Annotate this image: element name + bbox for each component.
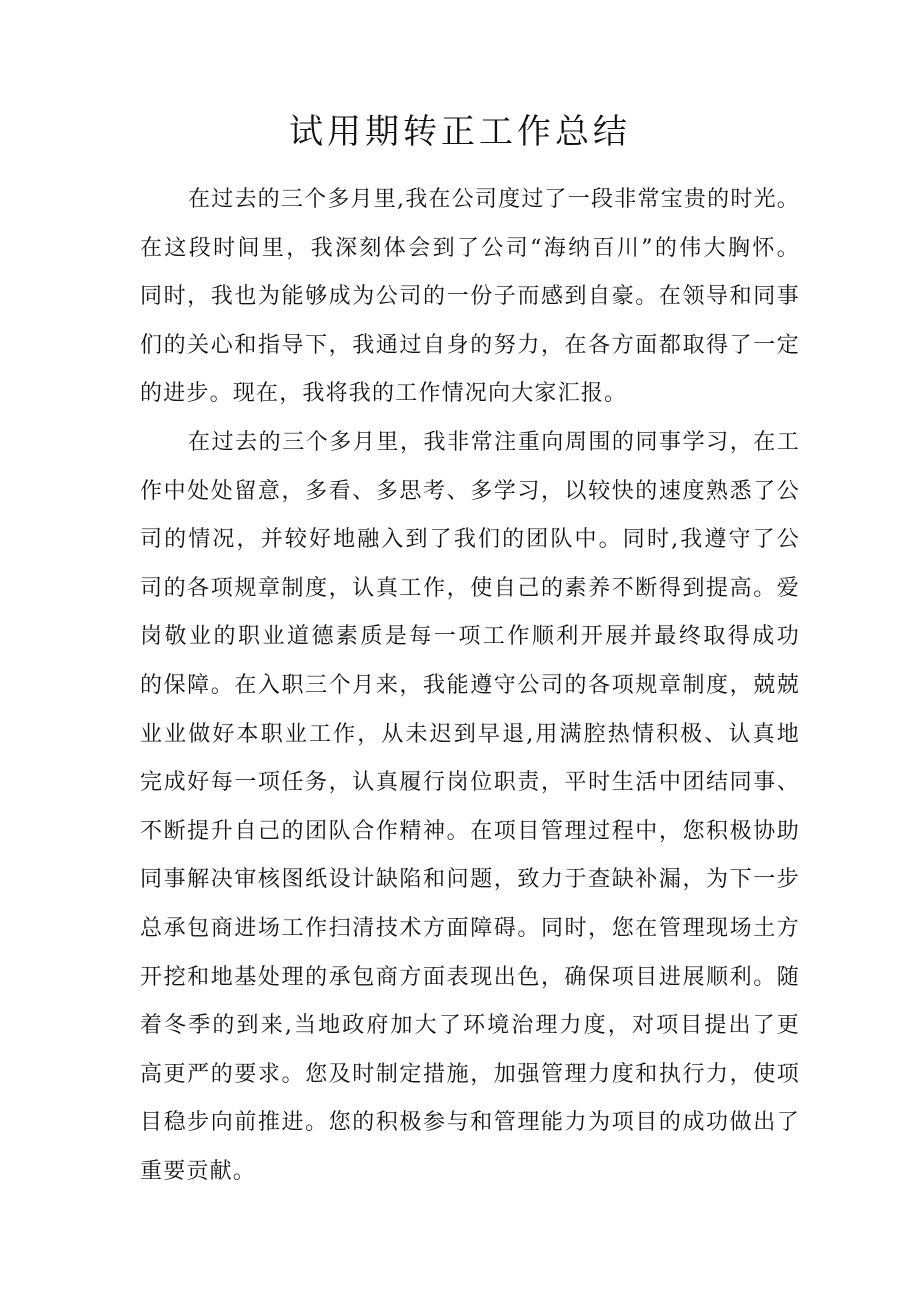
- text-line: 在这段时间里，我深刻体会到了公司“海纳百川”的伟大胸怀。: [140, 235, 800, 261]
- text-line: 不断提升自己的团队合作精神。在项目管理过程中，您积极协助: [140, 818, 800, 844]
- text-line: 的进步。现在，我将我的工作情况向大家汇报。: [140, 381, 628, 407]
- text-line: 业业做好本职业工作，从未迟到早退,用满腔热情积极、认真地: [140, 721, 800, 747]
- text-line: 重要贡献。: [140, 1158, 257, 1184]
- text-line: 在过去的三个多月里,我在公司度过了一段非常宝贵的时光。: [188, 187, 800, 212]
- text-line: 司的情况，并较好地融入到了我们的团队中。同时,我遵守了公: [140, 527, 800, 553]
- text-line: 目稳步向前推进。您的积极参与和管理能力为项目的成功做出了: [140, 1110, 800, 1136]
- text-line: 在过去的三个多月里，我非常注重向周围的同事学习，在工: [188, 429, 800, 455]
- text-line: 同事解决审核图纸设计缺陷和问题，致力于查缺补漏，为下一步: [140, 867, 800, 893]
- text-line: 司的各项规章制度，认真工作，使自己的素养不断得到提高。爱: [140, 575, 800, 601]
- text-line: 同时，我也为能够成为公司的一份子而感到自豪。在领导和同事: [140, 284, 800, 310]
- document-title: 试用期转正工作总结: [289, 112, 631, 152]
- text-line: 着冬季的到来,当地政府加大了环境治理力度，对项目提出了更: [140, 1013, 800, 1039]
- text-line: 们的关心和指导下，我通过自身的努力，在各方面都取得了一定: [140, 332, 800, 358]
- text-line: 开挖和地基处理的承包商方面表现出色，确保项目进展顺利。随: [140, 964, 800, 990]
- text-line: 岗敬业的职业道德素质是每一项工作顺利开展并最终取得成功: [140, 624, 800, 650]
- text-line: 高更严的要求。您及时制定措施，加强管理力度和执行力，使项: [140, 1061, 800, 1087]
- text-line: 完成好每一项任务，认真履行岗位职责，平时生活中团结同事、: [140, 770, 800, 796]
- document-body: [140, 176, 800, 1196]
- text-line: 作中处处留意，多看、多思考、多学习，以较快的速度熟悉了公: [140, 478, 800, 504]
- text-line: 的保障。在入职三个月来，我能遵守公司的各项规章制度，兢兢: [140, 672, 800, 698]
- text-line: 总承包商进场工作扫清技术方面障碍。同时，您在管理现场土方: [140, 915, 800, 941]
